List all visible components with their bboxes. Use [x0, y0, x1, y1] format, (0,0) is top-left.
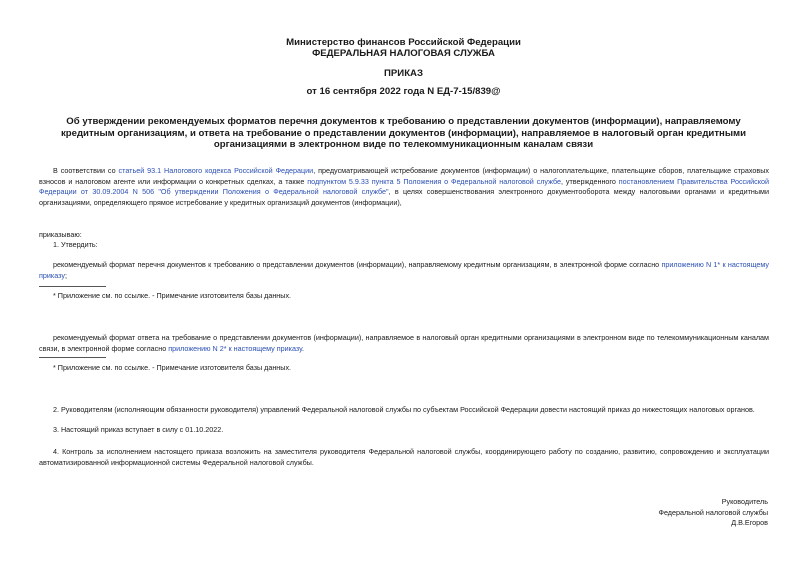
- preamble-text-1: В соответствии со: [53, 166, 119, 175]
- doc-title: Об утверждении рекомендуемых форматов перечня документов к требованию о представлении документов (информации), направляемому кредитным организациям, и ответа на требование о представлении документов (информации), направляемое в налоговый орган кредитными организациями в электронном виде по телекоммуникационным каналам связи: [60, 116, 747, 151]
- footnote-divider: [39, 357, 106, 358]
- link-government-decree[interactable]: постановлением Правительства Российской Федерации от 30.09.2004 N 506 "Об утверждении Положения о Федеральной налоговой службе": [39, 176, 769, 197]
- footnote-2: * Приложение см. по ссылке. - Примечание изготовителя базы данных.: [53, 363, 292, 372]
- link-appendix-1[interactable]: приложению N 1* к настоящему приказу: [39, 260, 770, 280]
- signature-title: Руководитель: [721, 497, 768, 506]
- format-1-text: рекомендуемый формат перечня документов к требованию о представлении документов (информации), направляемому кредитным организациям, в электронной форме согласно: [53, 260, 662, 269]
- signature-block: [468, 497, 768, 529]
- footnote-divider: [39, 286, 106, 287]
- format-1-end: ;: [64, 270, 67, 280]
- ministry-name: Министерство финансов Российской Федерации: [286, 37, 521, 48]
- link-fns-regulation[interactable]: подпунктом 5.9.33 пункта 5 Положения о Федеральной налоговой службе: [307, 176, 561, 186]
- format-2-paragraph: [39, 333, 769, 354]
- item-2: 2. Руководителям (исполняющим обязанности руководителя) управлений Федеральной налоговой службы по субъектам Российской Федерации довести настоящий приказ до нижестоящих налоговых органов.: [53, 405, 755, 414]
- order-word: приказываю:: [39, 230, 82, 239]
- signature-org: Федеральной налоговой службы: [658, 507, 768, 517]
- preamble-text-4: , в целях совершенствования электронного документооборота между налоговыми органами и кредитными организациями, определяющего прямое истребование у кредитных организаций документов (информации),: [39, 187, 769, 207]
- link-tax-code-article[interactable]: статьей 93.1 Налогового кодекса Российской Федерации: [118, 166, 314, 175]
- format-2-text: рекомендуемый формат ответа на требование о представлении документов (информации), направляемое в налоговый орган кредитными организациями в электронном виде по телекоммуникационным каналам связи, в электронной форме согласно: [39, 333, 769, 353]
- preamble-text-3: , утвержденного: [561, 176, 619, 186]
- format-1-paragraph: [39, 260, 769, 281]
- signature-name: Д.В.Егоров: [731, 518, 768, 527]
- item-1: 1. Утвердить:: [53, 240, 98, 249]
- item-4: 4. Контроль за исполнением настоящего приказа возложить на заместителя руководителя Федеральной налоговой службы, координирующего работу по созданию, развитию, сопровождению и эксплуатации автоматизированной информационной системы Федеральной налоговой службы.: [39, 447, 769, 467]
- link-appendix-2[interactable]: приложению N 2* к настоящему приказу: [168, 343, 302, 353]
- doc-type: ПРИКАЗ: [384, 68, 423, 79]
- doc-date: от 16 сентября 2022 года N ЕД-7-15/839@: [306, 86, 501, 97]
- footnote-1: * Приложение см. по ссылке. - Примечание изготовителя базы данных.: [53, 291, 292, 300]
- preamble-paragraph: [39, 166, 769, 208]
- preamble-text-2: , предусматривающей истребование документов (информации) о налогоплательщике, плательщике сборов, плательщике страховых взносов и налоговом агенте или информации о конкретных сделках, а также: [39, 166, 769, 186]
- format-2-end: .: [301, 343, 304, 353]
- service-name: ФЕДЕРАЛЬНАЯ НАЛОГОВАЯ СЛУЖБА: [312, 48, 495, 59]
- item-3: 3. Настоящий приказ вступает в силу с 01.10.2022.: [53, 425, 224, 434]
